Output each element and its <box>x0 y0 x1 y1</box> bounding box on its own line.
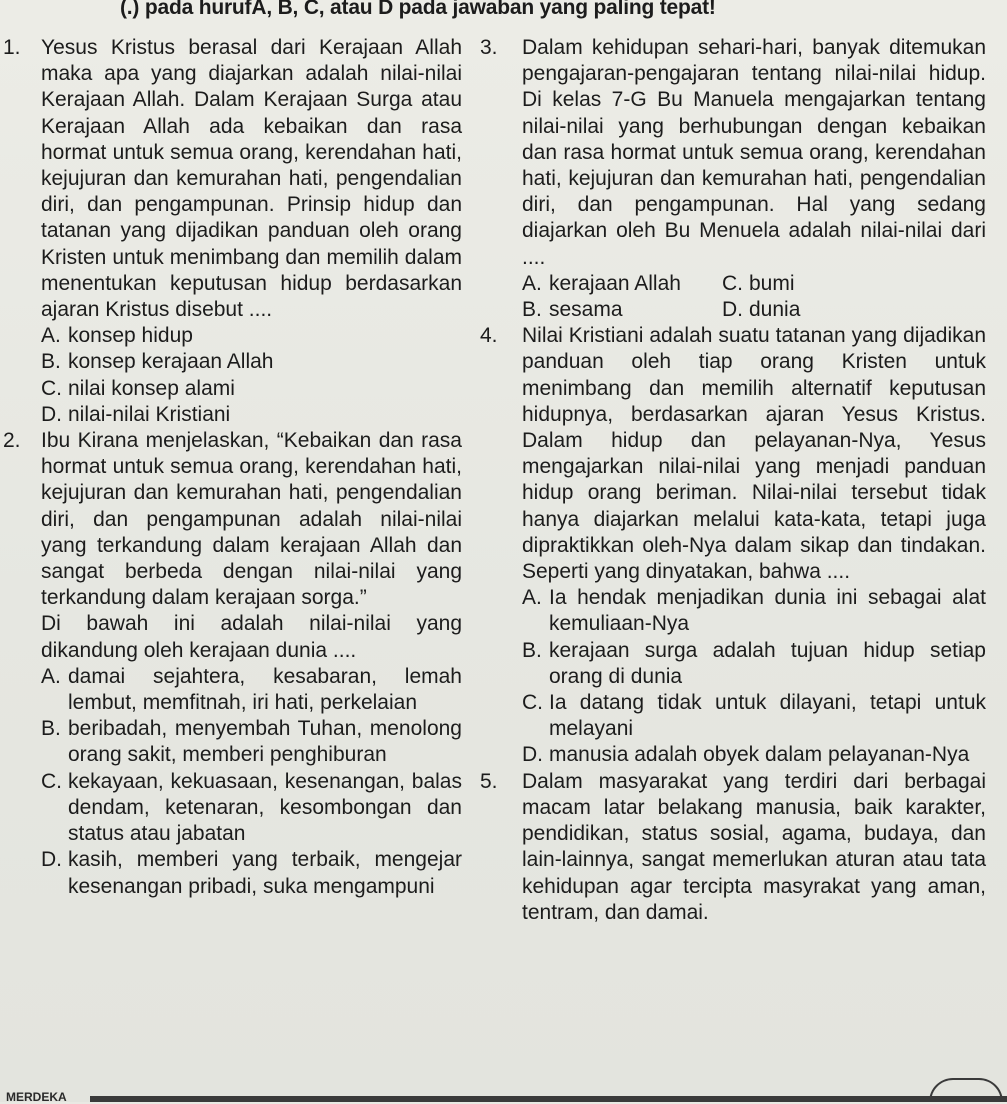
option-text: bumi <box>749 271 795 295</box>
option-b[interactable] <box>41 716 462 768</box>
question-text: Yesus Kristus berasal dari Kerajaan Allah maka apa yang diajarkan adalah nilai-nilai Kerajaan Allah. Dalam Kerajaan Surga atau Kerajaan Allah ada kebaikan dan rasa hormat untuk semua orang, kerendahan hati, kejujuran dan kemurahan hati, pengendalian diri, dan pengampunan. Prinsip hidup dan tatanan yang dijadikan panduan oleh orang Kristen untuk menimbang dan memilih dalam menentukan keputusan hidup berdasarkan ajaran Kristus disebut .... <box>41 36 462 322</box>
question-4 <box>478 323 1006 768</box>
page-footer <box>0 1088 1007 1102</box>
option-c[interactable] <box>522 690 986 742</box>
option-text: damai sejahtera, kesabaran, lemah lembut, memfitnah, iri hati, perkelaian <box>68 664 462 715</box>
question-number: 1. <box>3 36 21 59</box>
option-letter: C. <box>41 769 62 793</box>
option-d[interactable] <box>522 742 986 768</box>
footer-curve-decoration <box>929 1078 1003 1102</box>
option-d[interactable] <box>41 847 462 899</box>
option-text: beribadah, menyembah Tuhan, menolong orang sakit, memberi penghiburan <box>68 717 462 767</box>
option-text: kerajaan surga adalah tujuan hidup setiap orang di dunia <box>549 638 986 688</box>
question-number: 5. <box>480 769 498 793</box>
left-column <box>0 35 490 900</box>
footer-bar <box>90 1096 1007 1102</box>
option-d[interactable] <box>41 402 462 428</box>
option-text: kerajaan Allah <box>549 271 681 295</box>
option-text: konsep hidup <box>68 324 193 348</box>
question-3 <box>478 35 1006 323</box>
option-a[interactable] <box>522 585 986 637</box>
option-a[interactable] <box>41 664 462 716</box>
option-letter: A. <box>522 586 542 610</box>
option-letter: A. <box>522 271 542 295</box>
option-text: dunia <box>749 298 801 322</box>
right-column <box>478 35 1006 926</box>
question-text: Nilai Kristiani adalah suatu tatanan yang dijadikan panduan oleh tiap orang Kristen untuk menimbang dan memilih alternatif keputusan hidupnya, berdasarkan ajaran Yesus Kristus. Dalam hidup dan pelayanan-Nya, Yesus mengajarkan nilai-nilai yang menjadi panduan hidup orang beriman. Nilai-nilai tersebut tidak hanya diajarkan melalui kata-kata, tetapi juga dipraktikkan oleh-Nya dalam sikap dan tindakan. Seperti yang dinyatakan, bahwa .... <box>522 324 986 584</box>
option-b[interactable] <box>522 638 986 690</box>
question-number: 4. <box>480 324 498 348</box>
option-d[interactable] <box>722 297 986 323</box>
option-text: Ia hendak menjadikan dunia ini sebagai alat kemuliaan-Nya <box>549 586 986 636</box>
option-letter: D. <box>41 848 62 872</box>
option-b[interactable] <box>41 349 462 375</box>
question-text: Dalam masyarakat yang terdiri dari berbagai macam latar belakang manusia, baik karakter, pendidikan, status sosial, agama, budaya, dan lain-lainnya, sangat memerlukan aturan atau tata kehidupan agar tercipta masyrakat yang aman, tentram, dan damai. <box>522 769 986 924</box>
instruction-header: (.) pada hurufA, B, C, atau D pada jawaban yang paling tepat! <box>120 0 716 19</box>
option-a[interactable] <box>41 323 462 349</box>
question-5 <box>478 769 1006 926</box>
option-text: sesama <box>549 298 623 322</box>
question-number: 3. <box>480 36 498 59</box>
question-number: 2. <box>3 429 21 453</box>
option-text: kasih, memberi yang terbaik, mengejar kesenangan pribadi, suka mengampuni <box>68 848 462 898</box>
question-2 <box>0 428 490 900</box>
option-letter: D. <box>41 402 62 426</box>
option-letter: B. <box>41 717 61 741</box>
option-c[interactable] <box>41 376 462 402</box>
option-letter: C. <box>722 271 743 295</box>
option-text: manusia adalah obyek dalam pelayanan-Nya <box>549 743 970 767</box>
options-grid <box>522 271 986 323</box>
option-letter: D. <box>522 743 543 767</box>
footer-brand: MERDEKA <box>6 1090 67 1104</box>
question-text: Dalam kehidupan sehari-hari, banyak ditemukan pengajaran-pengajaran tentang nilai-nilai hidup. Di kelas 7-G Bu Manuela mengajarkan tentang nilai-nilai yang berhubungan dengan kebaikan dan rasa hormat untuk semua orang, kerendahan hati, kejujuran dan kemurahan hati, pengendalian diri, dan pengampunan. Hal yang sedang diajarkan oleh Bu Menuela adalah nilai-nilai dari .... <box>522 36 986 269</box>
option-letter: C. <box>522 691 543 715</box>
question-1 <box>0 35 490 428</box>
option-letter: B. <box>41 350 61 374</box>
option-c[interactable] <box>41 769 462 848</box>
option-text: nilai-nilai Kristiani <box>68 402 231 426</box>
question-text: Ibu Kirana menjelaskan, “Kebaikan dan rasa hormat untuk semua orang, kerendahan hati, kejujuran dan kemurahan hati, pengendalian diri, dan pengampunan adalah nilai-nilai yang terkandung dalam kerajaan Allah dan sangat berbeda dengan nilai-nilai yang terkandung dalam kerajaan sorga.” Di bawah ini adalah nilai-nilai yang dikandung oleh kerajaan dunia .... <box>41 429 462 662</box>
option-b[interactable] <box>522 297 722 323</box>
option-letter: D. <box>722 298 743 322</box>
option-letter: B. <box>522 638 542 662</box>
option-c[interactable] <box>722 271 986 297</box>
option-text: konsep kerajaan Allah <box>68 350 274 374</box>
option-letter: B. <box>522 298 542 322</box>
option-text: nilai konsep alami <box>68 376 235 400</box>
option-text: Ia datang tidak untuk dilayani, tetapi untuk melayani <box>549 691 986 741</box>
option-a[interactable] <box>522 271 722 297</box>
option-letter: A. <box>41 324 61 348</box>
option-text: kekayaan, kekuasaan, kesenangan, balas dendam, ketenaran, kesombongan dan status atau jabatan <box>68 769 462 846</box>
option-letter: A. <box>41 664 61 688</box>
option-letter: C. <box>41 376 62 400</box>
